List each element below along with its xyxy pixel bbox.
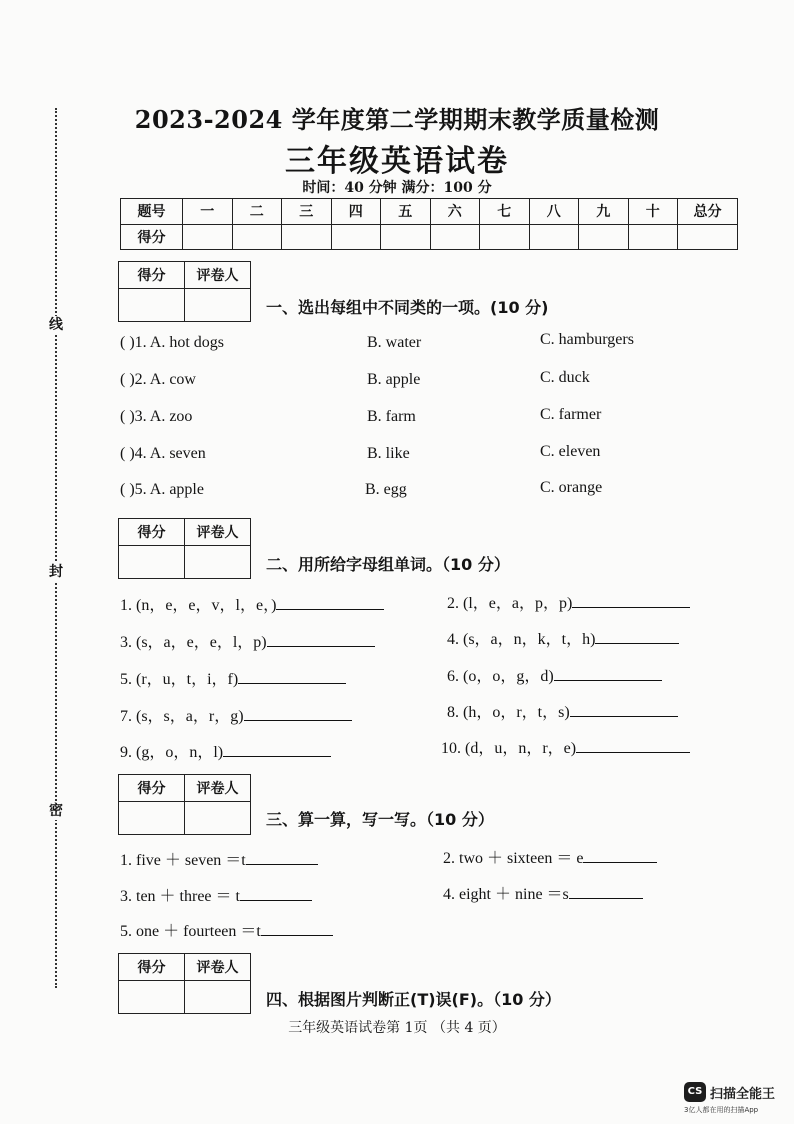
score-table-row-label: 题号 <box>121 199 183 225</box>
s1-q4-option-b: B. like <box>367 445 410 462</box>
score-cell[interactable] <box>232 224 282 250</box>
s3-q2 <box>443 845 657 868</box>
answer-blank[interactable] <box>246 850 318 865</box>
s2-q8-letters: 8. (h，o，r，t，s) <box>447 704 570 721</box>
s2-q3 <box>120 629 375 652</box>
section4-title: 四、根据图片判断正(T)误(F)。（10 分） <box>266 990 561 1009</box>
answer-blank[interactable] <box>276 595 384 610</box>
s1-q1-option-b: B. water <box>367 334 422 351</box>
grader-score-label: 得分 <box>119 775 185 802</box>
s3-q2-expression: 2. two ＋ sixteen ＝ e <box>443 850 584 867</box>
grader-name-cell[interactable] <box>185 802 251 835</box>
grader-score-label: 得分 <box>119 519 185 546</box>
grader-score-cell[interactable] <box>119 981 185 1014</box>
grader-name-cell[interactable] <box>185 546 251 579</box>
binding-mark-secret: 密 <box>49 803 63 819</box>
answer-blank[interactable] <box>572 593 690 608</box>
answer-blank[interactable] <box>554 666 662 681</box>
score-table-col: 五 <box>381 199 431 225</box>
score-table-header-row <box>121 199 738 225</box>
s2-q9 <box>120 739 331 762</box>
answer-blank[interactable] <box>238 669 346 684</box>
grader-score-cell[interactable] <box>119 289 185 322</box>
s2-q2 <box>447 590 690 613</box>
s1-q2-option-b: B. apple <box>367 371 421 388</box>
score-table-score-row <box>121 224 738 250</box>
score-cell[interactable] <box>579 224 629 250</box>
answer-blank[interactable] <box>595 629 679 644</box>
grader-box-section4 <box>118 953 251 1014</box>
score-table-col: 六 <box>430 199 480 225</box>
s2-q2-letters: 2. (l，e，a，p，p) <box>447 595 573 612</box>
s2-q7 <box>120 703 352 726</box>
exam-subtitle: 三年级英语试卷 <box>285 144 509 179</box>
score-cell[interactable] <box>282 224 332 250</box>
grader-score-cell[interactable] <box>119 546 185 579</box>
answer-blank[interactable] <box>569 884 643 899</box>
score-cell[interactable] <box>381 224 431 250</box>
score-table-col: 三 <box>282 199 332 225</box>
s2-q8 <box>447 699 678 722</box>
score-table-col: 四 <box>331 199 381 225</box>
s1-q5-option-a: ( )5. A. apple <box>120 481 204 498</box>
s2-q4-letters: 4. (s，a，n，k，t，h) <box>447 631 596 648</box>
s2-q5 <box>120 666 346 689</box>
score-table-col: 十 <box>628 199 678 225</box>
s1-q2-option-a: ( )2. A. cow <box>120 371 196 388</box>
answer-blank[interactable] <box>244 706 352 721</box>
s3-q3 <box>120 883 312 906</box>
s2-q10-letters: 10. (d，u，n，r，e) <box>441 740 577 757</box>
grader-box-section3 <box>118 774 251 835</box>
s1-q4-option-c: C. eleven <box>540 443 601 460</box>
s3-q1 <box>120 847 318 870</box>
s2-q10 <box>441 735 690 758</box>
s1-q3-option-a: ( )3. A. zoo <box>120 408 193 425</box>
score-table-col: 八 <box>529 199 579 225</box>
score-cell[interactable] <box>678 224 738 250</box>
answer-blank[interactable] <box>576 738 690 753</box>
answer-blank[interactable] <box>267 632 375 647</box>
page-footer: 三年级英语试卷第 1页 （共 4 页） <box>288 1020 506 1036</box>
s1-q3-option-b: B. farm <box>367 408 416 425</box>
grader-name-label: 评卷人 <box>185 519 251 546</box>
binding-line <box>55 108 57 988</box>
s1-q5-option-b: B. egg <box>365 481 407 498</box>
scanner-logo-icon: CS <box>684 1082 706 1102</box>
section2-title: 二、用所给字母组单词。（10 分） <box>266 555 510 574</box>
score-cell[interactable] <box>529 224 579 250</box>
s3-q1-expression: 1. five ＋ seven ＝t <box>120 852 246 869</box>
grader-score-label: 得分 <box>119 954 185 981</box>
s1-q4-option-a: ( )4. A. seven <box>120 445 206 462</box>
score-table-col: 九 <box>579 199 629 225</box>
s1-q2-option-c: C. duck <box>540 369 590 386</box>
s3-q4-expression: 4. eight ＋ nine ＝s <box>443 886 569 903</box>
s2-q1 <box>120 592 384 615</box>
s3-q4 <box>443 881 643 904</box>
grader-name-cell[interactable] <box>185 289 251 322</box>
section3-title: 三、算一算，写一写。（10 分） <box>266 810 494 829</box>
score-cell[interactable] <box>480 224 530 250</box>
grader-name-label: 评卷人 <box>185 954 251 981</box>
score-cell[interactable] <box>430 224 480 250</box>
exam-title: 2023-2024 学年度第二学期期末教学质量检测 <box>134 105 660 134</box>
binding-mark-seal: 封 <box>49 564 63 580</box>
s1-q3-option-c: C. farmer <box>540 406 602 423</box>
score-table-col: 总分 <box>678 199 738 225</box>
score-table-col: 一 <box>183 199 233 225</box>
grader-name-label: 评卷人 <box>185 775 251 802</box>
score-table-row-label: 得分 <box>121 224 183 250</box>
answer-blank[interactable] <box>223 742 331 757</box>
scanner-tagline: 3亿人都在用的扫描App <box>684 1106 759 1114</box>
grader-score-cell[interactable] <box>119 802 185 835</box>
s1-q1-option-c: C. hamburgers <box>540 331 634 348</box>
time-info: 时间：40 分钟 满分：100 分 <box>302 180 492 196</box>
s1-q5-option-c: C. orange <box>540 479 603 496</box>
section1-title: 一、选出每组中不同类的一项。(10 分) <box>266 298 549 317</box>
s2-q6 <box>447 663 662 686</box>
binding-mark-line: 线 <box>49 317 63 333</box>
grader-name-cell[interactable] <box>185 981 251 1014</box>
answer-blank[interactable] <box>570 702 678 717</box>
score-cell[interactable] <box>183 224 233 250</box>
answer-blank[interactable] <box>261 921 333 936</box>
s2-q7-letters: 7. (s，s，a，r，g) <box>120 708 244 725</box>
scanner-watermark <box>684 1082 794 1118</box>
s2-q1-letters: 1. (n，e，e，v，l，e，) <box>120 597 277 614</box>
score-table-col: 二 <box>232 199 282 225</box>
score-cell[interactable] <box>628 224 678 250</box>
s2-q3-letters: 3. (s，a，e，e，l，p) <box>120 634 267 651</box>
score-table <box>120 198 738 250</box>
grader-name-label: 评卷人 <box>185 262 251 289</box>
s2-q9-letters: 9. (g，o，n，l) <box>120 744 224 761</box>
grader-box-section1 <box>118 261 251 322</box>
s3-q3-expression: 3. ten ＋ three ＝ t <box>120 888 240 905</box>
score-table-col: 七 <box>480 199 530 225</box>
s3-q5-expression: 5. one ＋ fourteen ＝t <box>120 923 261 940</box>
scanner-app-name: 扫描全能王 <box>710 1087 776 1102</box>
answer-blank[interactable] <box>240 886 312 901</box>
answer-blank[interactable] <box>583 848 657 863</box>
s2-q4 <box>447 626 679 649</box>
grader-score-label: 得分 <box>119 262 185 289</box>
score-cell[interactable] <box>331 224 381 250</box>
grader-box-section2 <box>118 518 251 579</box>
s1-q1-option-a: ( )1. A. hot dogs <box>120 334 224 351</box>
s2-q5-letters: 5. (r，u，t，i，f) <box>120 671 239 688</box>
s2-q6-letters: 6. (o，o，g，d) <box>447 668 554 685</box>
s3-q5 <box>120 918 333 941</box>
